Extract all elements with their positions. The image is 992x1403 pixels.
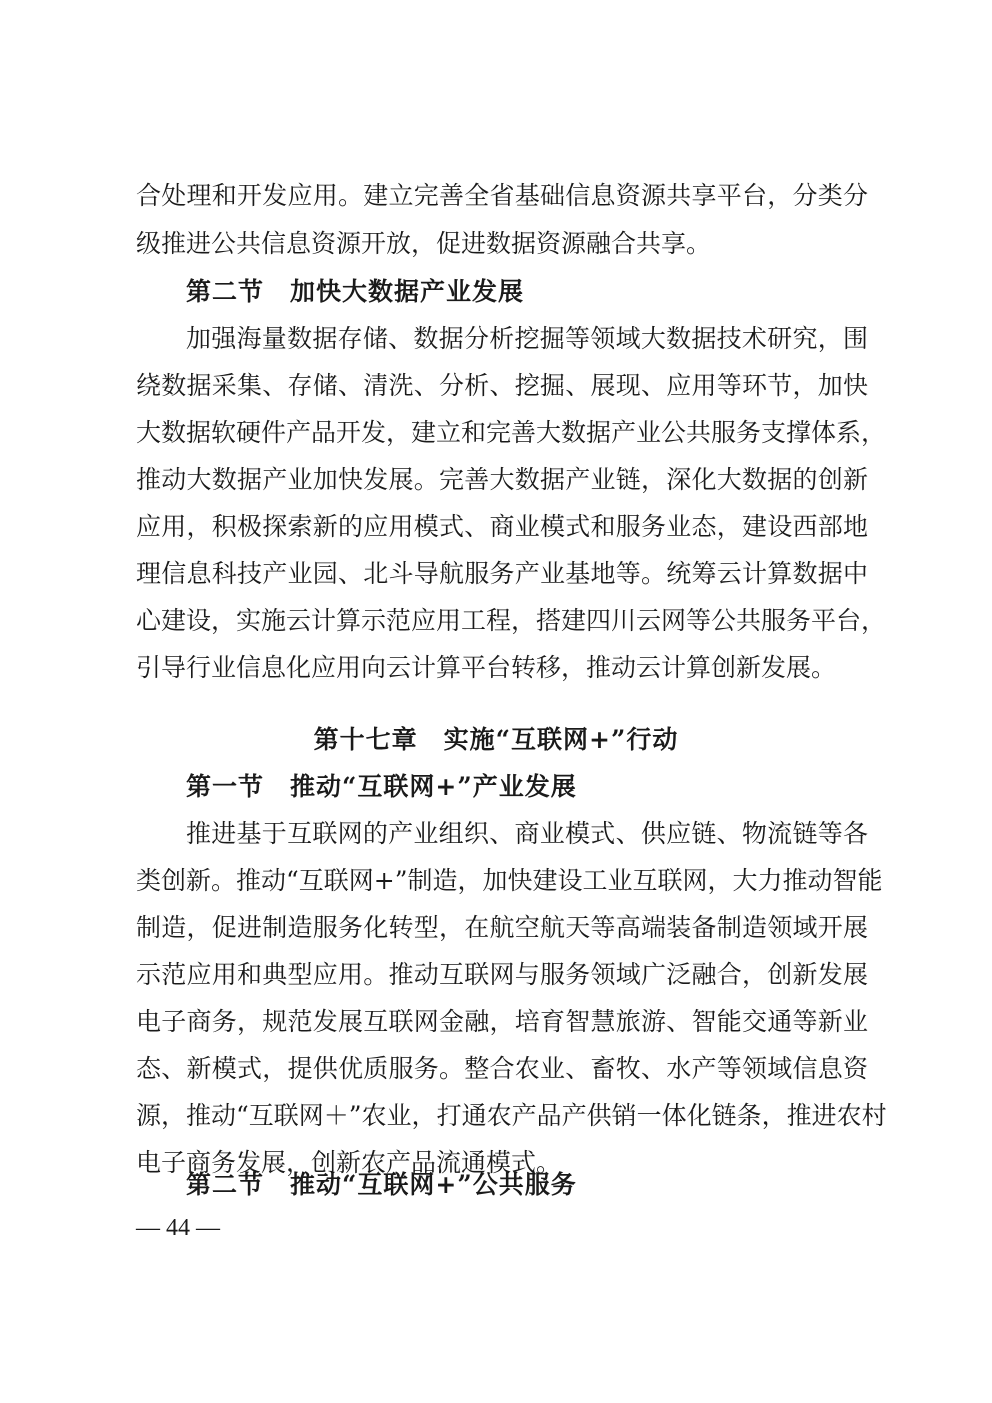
internet-industry-paragraph-line-7: 源，推动“互联网＋”农业，打通农产品产供销一体化链条，推进农村	[136, 1101, 887, 1130]
big-data-paragraph-line-5: 应用，积极探索新的应用模式、商业模式和服务业态，建设西部地	[136, 512, 868, 541]
intro-paragraph-line-2: 级推进公共信息资源开放，促进数据资源融合共享。	[136, 229, 712, 258]
internet-industry-paragraph-line-4: 示范应用和典型应用。推动互联网与服务领域广泛融合，创新发展	[136, 960, 868, 989]
chapter-title: 第十七章 实施“互联网+”行动	[313, 725, 679, 754]
big-data-paragraph-line-7: 心建设，实施云计算示范应用工程，搭建四川云网等公共服务平台，	[136, 606, 887, 635]
internet-industry-paragraph-line-3: 制造，促进制造服务化转型，在航空航天等高端装备制造领域开展	[136, 913, 868, 942]
big-data-paragraph-line-4: 推动大数据产业加快发展。完善大数据产业链，深化大数据的创新	[136, 465, 868, 494]
big-data-paragraph-line-6: 理信息科技产业园、北斗导航服务产业基地等。统筹云计算数据中	[136, 559, 868, 588]
internet-industry-paragraph-line-5: 电子商务，规范发展互联网金融，培育智慧旅游、智能交通等新业	[136, 1007, 868, 1036]
internet-industry-paragraph-line-1: 推进基于互联网的产业组织、商业模式、供应链、物流链等各	[186, 819, 868, 848]
big-data-paragraph-line-8: 引导行业信息化应用向云计算平台转移，推动云计算创新发展。	[136, 653, 837, 682]
section-heading-big-data: 第二节 加快大数据产业发展	[186, 277, 525, 306]
big-data-paragraph-line-2: 绕数据采集、存储、清洗、分析、挖掘、展现、应用等环节，加快	[136, 371, 868, 400]
big-data-paragraph-line-1: 加强海量数据存储、数据分析挖掘等领域大数据技术研究，围	[186, 324, 868, 353]
page-number: — 44 —	[136, 1215, 220, 1241]
internet-industry-paragraph-line-6: 态、新模式，提供优质服务。整合农业、畜牧、水产等领域信息资	[136, 1054, 868, 1083]
section-heading-internet-public-service: 第二节 推动“互联网+”公共服务	[186, 1170, 577, 1199]
internet-industry-paragraph-line-2: 类创新。推动“互联网+”制造，加快建设工业互联网，大力推动智能	[136, 866, 883, 895]
internet-industry-paragraph-line-8: 电子商务发展，创新农产品流通模式。	[136, 1148, 562, 1177]
intro-paragraph-line-1: 合处理和开发应用。建立完善全省基础信息资源共享平台，分类分	[136, 181, 868, 210]
big-data-paragraph-line-3: 大数据软硬件产品开发，建立和完善大数据产业公共服务支撑体系，	[136, 418, 887, 447]
section-heading-internet-industry: 第一节 推动“互联网+”产业发展	[186, 772, 577, 801]
